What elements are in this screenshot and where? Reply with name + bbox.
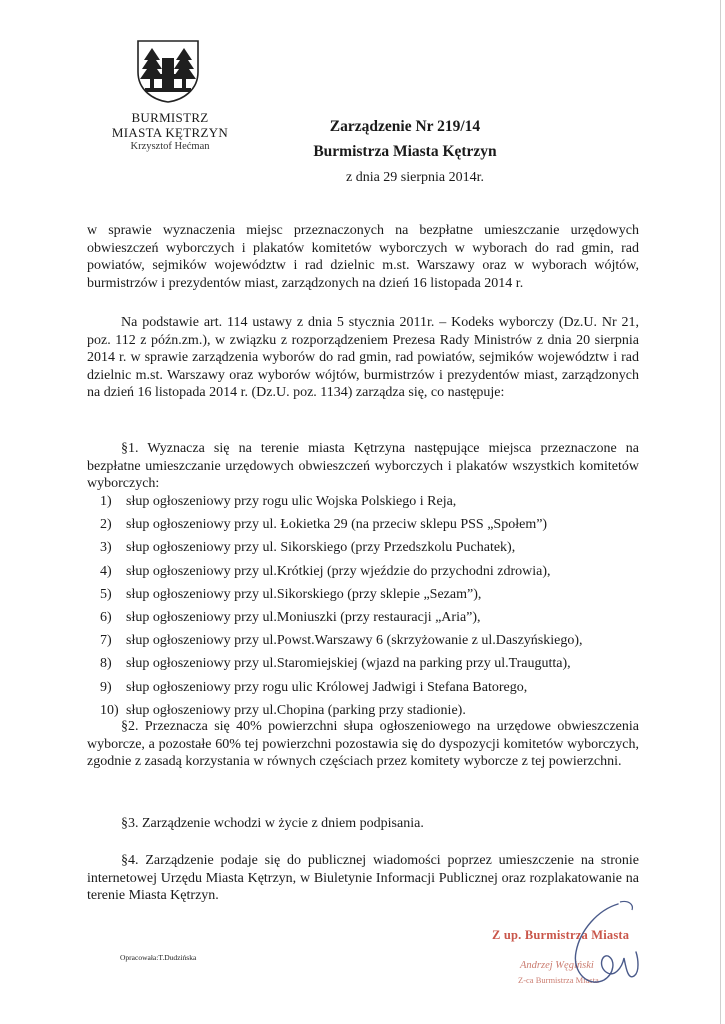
list-item-text: słup ogłoszeniowy przy ul.Sikorskiego (przy sklepie „Sezam”), [126,586,482,602]
list-item-number: 3) [100,540,112,556]
coat-of-arms-icon [135,38,201,104]
signatory-name: Andrzej Węgiński [520,960,594,971]
section-1-intro [87,440,639,493]
list-item-text: słup ogłoszeniowy przy ul. Sikorskiego (przy Przedszkolu Puchatek), [126,540,516,556]
issuer-block [90,110,250,154]
list-item-number: 8) [100,656,112,672]
list-item [100,513,660,536]
legal-basis-text: Na podstawie art. 114 ustawy z dnia 5 stycznia 2011r. – Kodeks wyborczy (Dz.U. Nr 21, poz. 112 z późn.zm.), w związku z rozporządzeniem Prezesa Rady Ministrów z dnia 20 sierpnia 2014 r. w sprawie zarządzenia wyborów do rad gmin, rad powiatów, sejmików województw i rad dzielnic m.st. Warszawy oraz wyborów wójtów, burmistrzów i prezydentów miast, zarządzonych na dzień 16 listopada 2014 r. (Dz.U. poz. 1134) zarządza się, co następuje: [87,315,639,400]
signature-stamp: Z up. Burmistrza Miasta [492,928,630,942]
section-3-text: §3. Zarządzenie wchodzi w życie z dniem podpisania. [121,816,424,831]
ordinance-title: Zarządzenie Nr 219/14 [329,118,481,135]
prepared-by-note: Opracowała:T.Dudzińska [120,953,197,962]
list-item [100,676,660,699]
section-1-text: §1. Wyznacza się na terenie miasta Kętrzyna następujące miejsca przeznaczone na bezpłatne umieszczanie urzędowych obwieszczeń wyborczych i plakatów wszystkich komitetów wyborczych: [87,441,639,491]
list-item-text: słup ogłoszeniowy przy ul.Moniuszki (przy restauracji „Aria”), [126,609,481,625]
issuer-title: BURMISTRZ [131,110,209,125]
list-item-number: 4) [100,563,112,579]
ordinance-date: z dnia 29 sierpnia 2014r. [345,170,485,185]
legal-basis-paragraph [87,314,639,402]
signatory-role: Z-ca Burmistrza Miasta [518,975,599,985]
issuer-name: Krzysztof Hećman [130,141,210,152]
list-item-text: słup ogłoszeniowy przy rogu ulic Wojska Polskiego i Reja, [126,494,457,509]
subject-paragraph: w sprawie wyznaczenia miejsc przeznaczonych na bezpłatne umieszczanie urzędowych obwieszczeń wyborczych i plakatów komitetów wyborczych w wyborach do rad gmin, rad powiatów, sejmików województw i rad dzielnic m.st. Warszawy oraz w wyborach wójtów, burmistrzów i prezydentów miast, zarządzonych na dzień 16 listopada 2014 r. [87,223,639,291]
list-item [100,536,660,559]
list-item-text: słup ogłoszeniowy przy ul.Staromiejskiej (wjazd na parking przy ul.Traugutta), [126,656,571,672]
list-item-number: 1) [100,494,112,509]
section-2-paragraph [87,718,639,771]
locations-list [100,490,660,722]
list-item-number: 5) [100,586,112,602]
list-item-text: słup ogłoszeniowy przy ul.Chopina (parking przy stadionie). [126,702,466,718]
issuer-city: MIASTA KĘTRZYN [111,125,229,140]
section-2-text: §2. Przeznacza się 40% powierzchni słupa ogłoszeniowego na urzędowe obwieszczenia wyborcze, a pozostałe 60% tej powierzchni pozostawia się do dyspozycji komitetów wyborczych, zgodnie z zasadą korzystania w równych częściach przez komitety wyborcze z tej powierzchni. [87,719,639,769]
section-4-paragraph [87,852,639,905]
list-item-number: 7) [100,633,112,649]
section-4-text: §4. Zarządzenie podaje się do publicznej wiadomości poprzez umieszczenie na stronie internetowej Urzędu Miasta Kętrzyn, w Biuletynie Informacji Publicznej oraz rozplakatowanie na terenie Miasta Kętrzyn. [87,853,639,903]
list-item-text: słup ogłoszeniowy przy ul.Powst.Warszawy 6 (skrzyżowanie z ul.Daszyńskiego), [126,633,583,649]
ordinance-authority: Burmistrza Miasta Kętrzyn [313,143,497,160]
list-item-number: 2) [100,517,112,533]
ordinance-header [270,116,540,188]
list-item-number: 10) [100,702,119,718]
list-item [100,560,660,583]
list-item [100,606,660,629]
list-item-number: 6) [100,609,112,625]
list-item [100,490,660,513]
handwritten-signature [558,896,648,996]
page-edge [720,0,721,1024]
list-item-text: słup ogłoszeniowy przy ul. Łokietka 29 (na przeciw sklepu PSS „Społem”) [126,517,548,533]
list-item-text: słup ogłoszeniowy przy rogu ulic Królowej Jadwigi i Stefana Batorego, [126,679,528,695]
list-item [100,583,660,606]
list-item-text: słup ogłoszeniowy przy ul.Krótkiej (przy wjeździe do przychodni zdrowia), [126,563,551,579]
list-item-number: 9) [100,679,112,695]
list-item [100,629,660,652]
list-item [100,652,660,675]
section-3-paragraph [87,815,639,833]
